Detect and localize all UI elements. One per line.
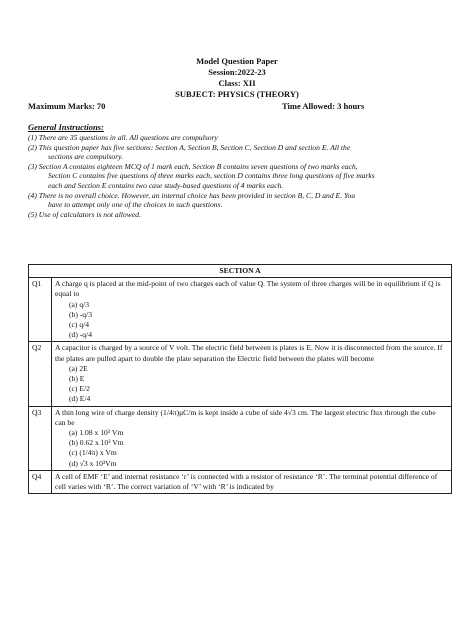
option: (a) 1.08 x 10³ Vm [69,428,124,438]
general-instructions-title: General Instructions: [28,122,104,132]
option: (d) √3 x 10³Vm [69,458,117,468]
option: (c) q/4 [69,320,90,330]
question-text: A charge q is placed at the mid-point of two charges each of value Q. The system of three charges will be in equilibrium if Q is equal to [55,279,441,299]
options-list [55,300,448,341]
question-row [29,278,452,342]
option: (a) 2E [69,363,88,373]
question-text: A capacitor is charged by a source of V volt. The electric field between is plates is E. Now it is disconnected from the source. If the plates are pulled apart to double the plate separation the Electric field between the plates will become [55,343,443,363]
options-list [55,364,448,405]
question-row [29,342,452,406]
question-cell [52,342,452,406]
option: (b) 0.62 x 10³ Vm [69,438,124,448]
question-number: Q1 [29,278,52,342]
subject-line: SUBJECT: PHYSICS (THEORY) [175,89,299,99]
instruction-line: (3) Section A contains eighteen MCQ of 1 mark each, Section B contains seven questions of two marks each, [28,161,358,171]
instruction-line: (4) There is no overall choice. However, an internal choice has been provided in section B, C, D and E. You [28,190,356,200]
question-cell [52,406,452,470]
section-header-row [29,265,452,278]
option: (b) E [69,374,85,384]
question-row [29,406,452,470]
instruction-line: (2) This question paper has five sections: Section A, Section B, Section C, Section D and section E. All the [28,142,351,152]
options-list [55,428,448,469]
session-line: Session:2022-23 [208,67,266,77]
question-number: Q3 [29,406,52,470]
maximum-marks: Maximum Marks: 70 [28,101,106,111]
section-a-title: SECTION A [29,265,452,278]
question-cell [52,278,452,342]
instruction-line: (5) Use of calculators is not allowed. [28,209,141,219]
general-instructions [28,133,452,219]
instruction-line: Section C contains five questions of three marks each, section D contains three long questions of five marks [48,171,375,181]
option: (c) (1/4π) x Vm [69,448,117,458]
instruction-line: sections are compulsory. [48,152,124,162]
question-row [29,470,452,493]
option: (c) E/2 [69,384,90,394]
option: (d) -q/4 [69,330,92,340]
question-text: A thin long wire of charge density (1/4π)μC/m is kept inside a cube of side 4√3 cm. The largest electric flux through the cube can be [55,407,436,427]
class-line: Class: XII [218,78,256,88]
paper-title: Model Question Paper [196,56,278,66]
question-number: Q4 [29,470,52,493]
option: (b) -q/3 [69,309,92,319]
instruction-line: each and Section E contains two case study-based questions of 4 marks each. [48,180,284,190]
instruction-line: have to attempt only one of the choices in such questions. [48,200,223,210]
option: (d) E/4 [69,394,91,404]
option: (a) q/3 [69,299,90,309]
time-allowed: Time Allowed: 3 hours [282,101,365,111]
question-number: Q2 [29,342,52,406]
question-cell [52,470,452,493]
question-text: A cell of EMF ‘E’ and internal resistance ‘r’ is connected with a resistor of resistance ‘R’. The terminal potential difference of cell varies with ‘R’. The correct variation of ‘V’ with ‘R’ is indicated by [55,471,438,492]
section-a-table [28,264,452,494]
instruction-line: (1) There are 35 questions in all. All questions are compulsory [28,133,218,142]
